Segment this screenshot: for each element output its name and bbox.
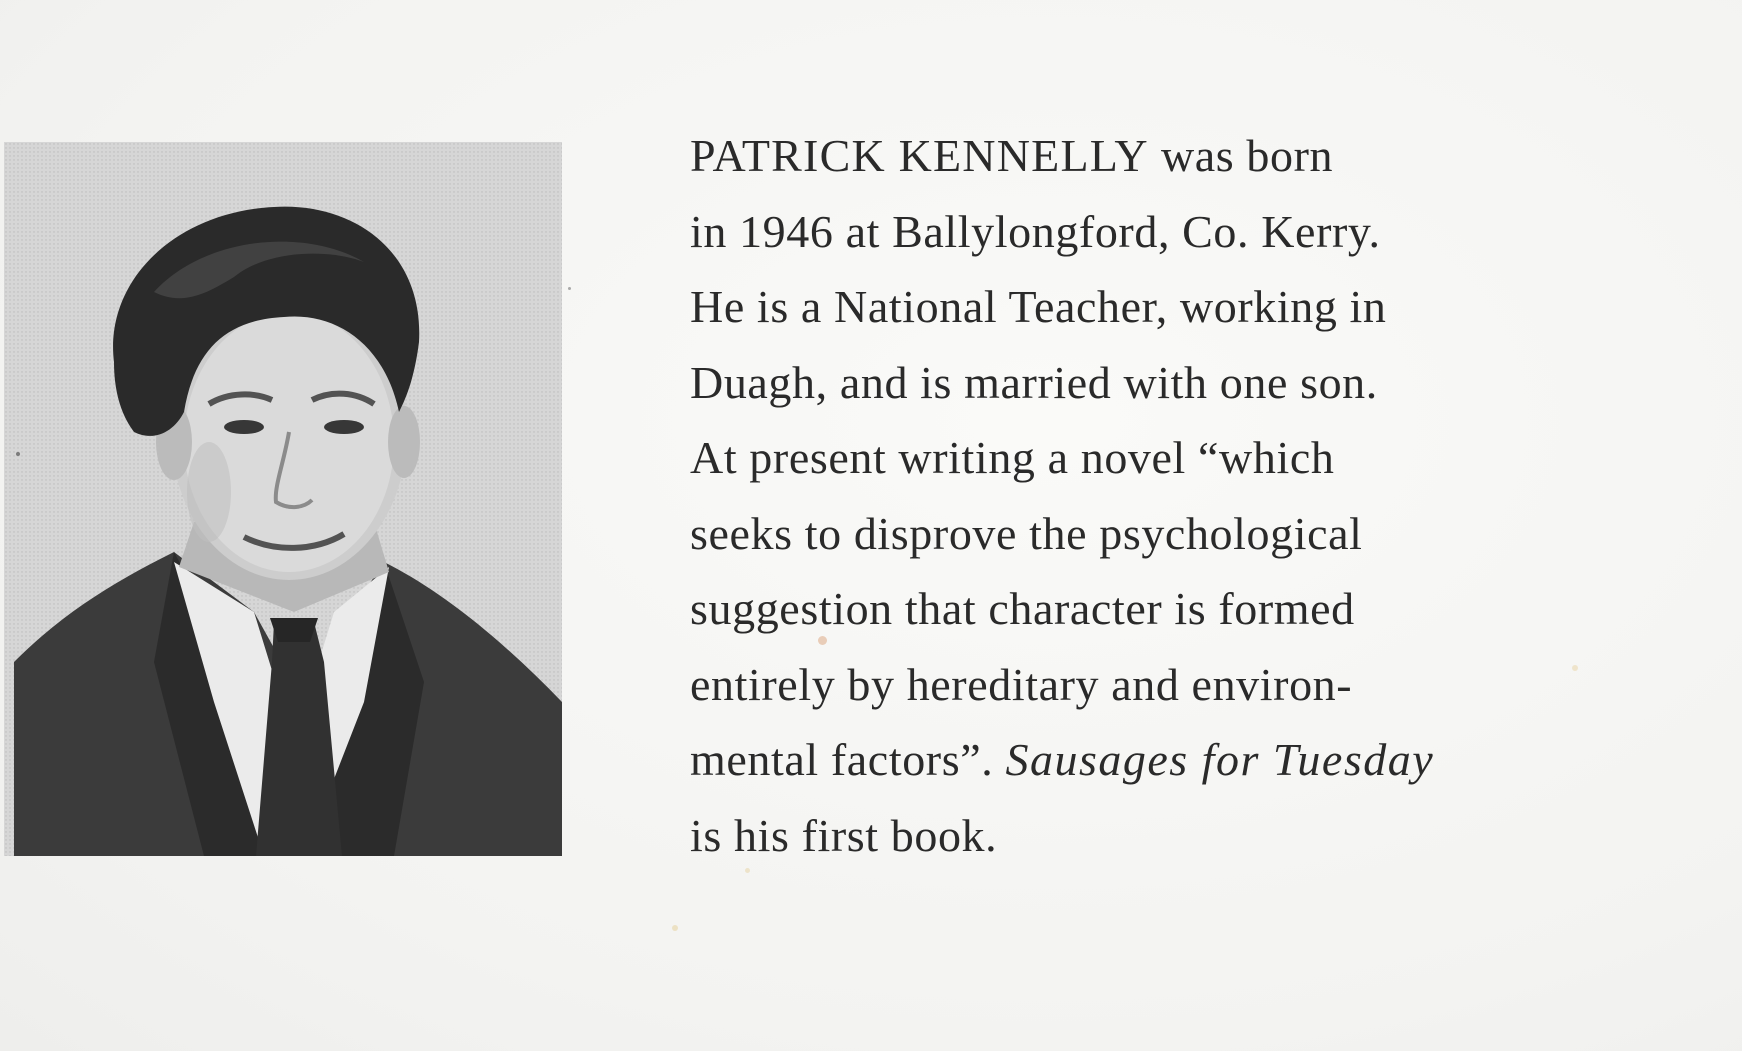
bio-line-6: seeks to disprove the psychological bbox=[690, 507, 1363, 559]
bio-line-2: in 1946 at Ballylongford, Co. Kerry. bbox=[690, 205, 1381, 257]
bio-line-4: Duagh, and is married with one son. bbox=[690, 356, 1378, 408]
bio-line-1-rest: was born bbox=[1148, 130, 1334, 181]
paper-speck bbox=[818, 636, 827, 645]
author-name: PATRICK KENNELLY bbox=[690, 130, 1149, 181]
paper-speck bbox=[745, 868, 750, 873]
bio-line-5: At present writing a novel “which bbox=[690, 432, 1335, 483]
bio-line-10: is his first book. bbox=[690, 809, 998, 861]
author-bio-text bbox=[690, 118, 1590, 873]
bio-line-9 bbox=[690, 722, 1590, 798]
paper-speck bbox=[1572, 665, 1578, 671]
bio-line-3: He is a National Teacher, working in bbox=[690, 281, 1387, 332]
bio-line-7: suggestion that character is formed bbox=[690, 583, 1355, 634]
paper-speck bbox=[672, 925, 678, 931]
author-photo bbox=[4, 142, 562, 856]
author-portrait-image bbox=[4, 142, 562, 856]
book-title: Sausages for Tuesday bbox=[1005, 734, 1435, 785]
paper-speck bbox=[16, 452, 20, 456]
bio-line-9-start: mental factors”. bbox=[690, 734, 1006, 785]
bio-line-8: entirely by hereditary and environ- bbox=[690, 658, 1353, 710]
paper-speck bbox=[568, 287, 571, 290]
bio-line-1 bbox=[690, 118, 1590, 194]
